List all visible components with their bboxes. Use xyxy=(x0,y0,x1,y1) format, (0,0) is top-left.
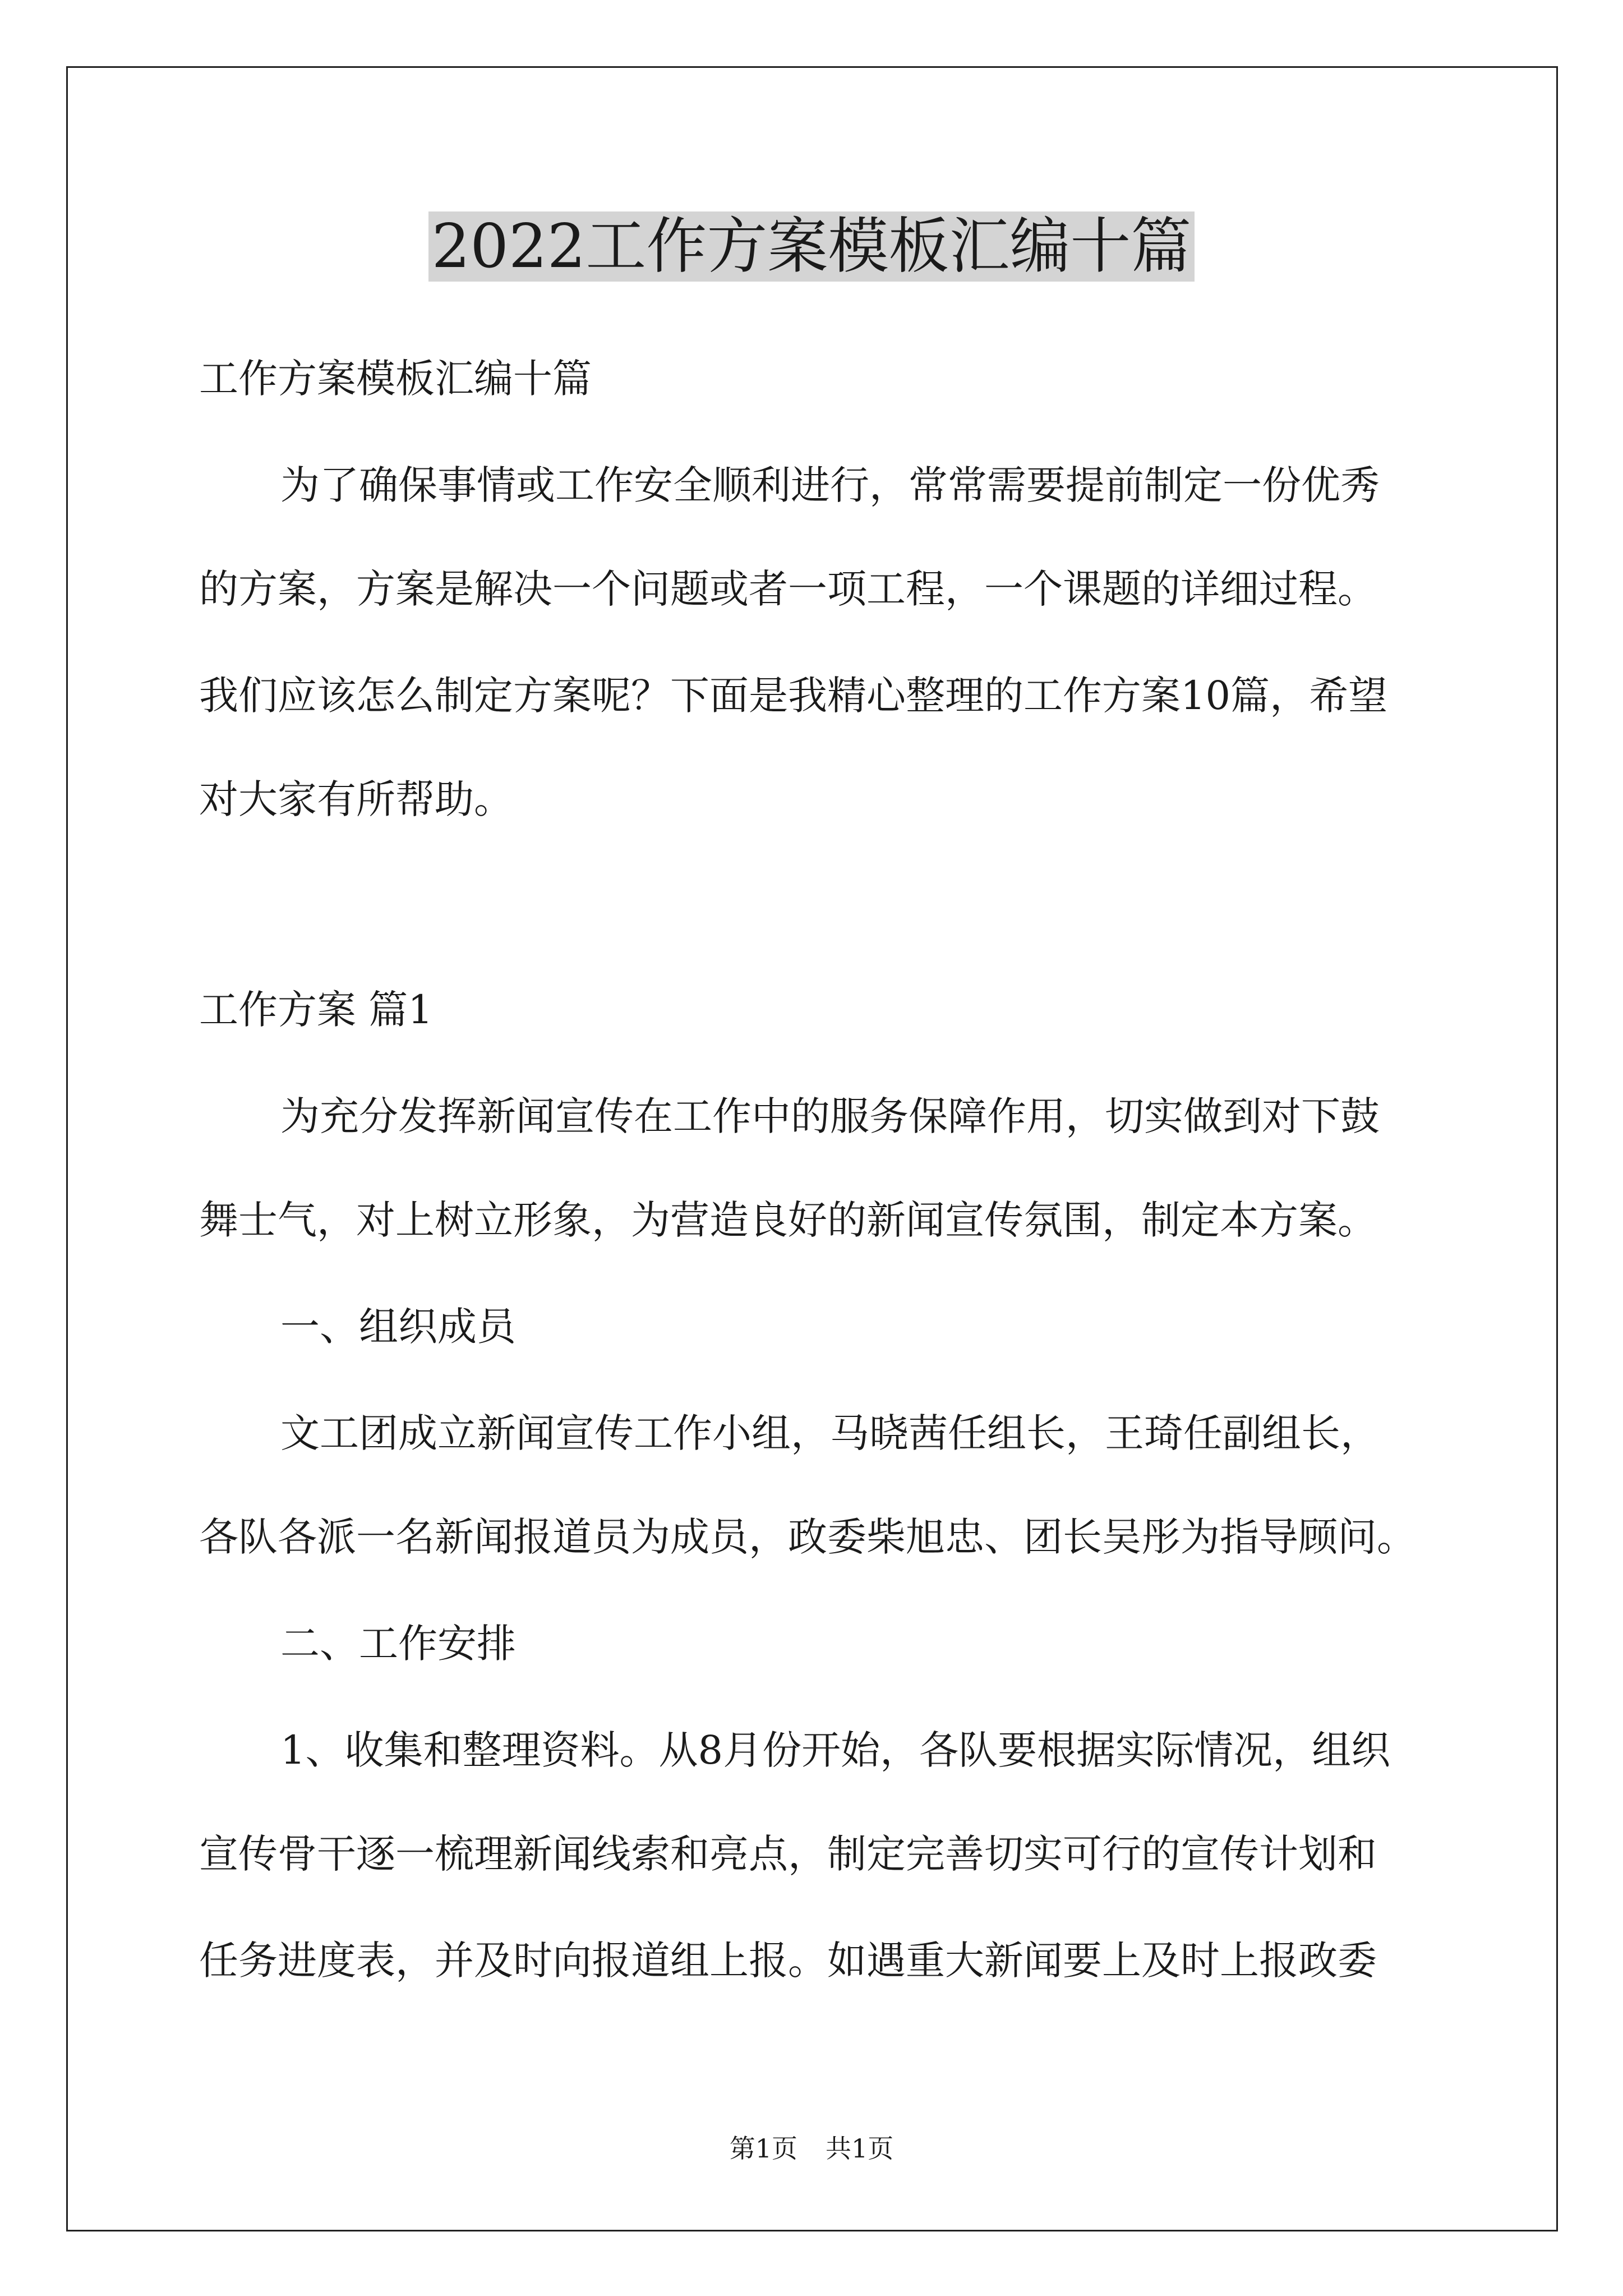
page-number: 第1页 xyxy=(729,2133,797,2164)
body-line: 为充分发挥新闻宣传在工作中的服务保障作用，切实做到对下鼓 xyxy=(280,1093,1380,1139)
body-line: 宣传骨干逐一梳理新闻线索和亮点，制定完善切实可行的宣传计划和 xyxy=(199,1831,1377,1877)
page-total: 共1页 xyxy=(826,2133,894,2164)
body-line: 各队各派一名新闻报道员为成员，政委柴旭忠、团长吴彤为指导顾问。 xyxy=(199,1514,1416,1560)
intro-line: 为了确保事情或工作安全顺利进行，常常需要提前制定一份优秀 xyxy=(280,462,1380,508)
body-line: 舞士气，对上树立形象，为营造良好的新闻宣传氛围，制定本方案。 xyxy=(199,1197,1377,1243)
document-title-text: 2022工作方案模板汇编十篇 xyxy=(428,211,1195,282)
page-footer xyxy=(0,2132,1623,2165)
intro-line: 对大家有所帮助。 xyxy=(199,776,513,822)
body-line: 任务进度表，并及时向报道组上报。如遇重大新闻要上及时上报政委 xyxy=(199,1938,1377,1984)
body-heading: 二、工作安排 xyxy=(280,1621,516,1667)
subtitle: 工作方案模板汇编十篇 xyxy=(199,356,592,402)
document-title xyxy=(0,208,1623,286)
body-line: 1、收集和整理资料。从8月份开始，各队要根据实际情况，组织 xyxy=(280,1727,1391,1773)
intro-line: 我们应该怎么制定方案呢？下面是我精心整理的工作方案10篇，希望 xyxy=(199,673,1388,719)
intro-line: 的方案，方案是解决一个问题或者一项工程，一个课题的详细过程。 xyxy=(199,566,1377,612)
body-line: 文工团成立新闻宣传工作小组，马晓茜任组长，王琦任副组长， xyxy=(280,1410,1380,1456)
body-heading: 一、组织成员 xyxy=(280,1304,516,1350)
section-heading: 工作方案 篇1 xyxy=(199,987,433,1033)
